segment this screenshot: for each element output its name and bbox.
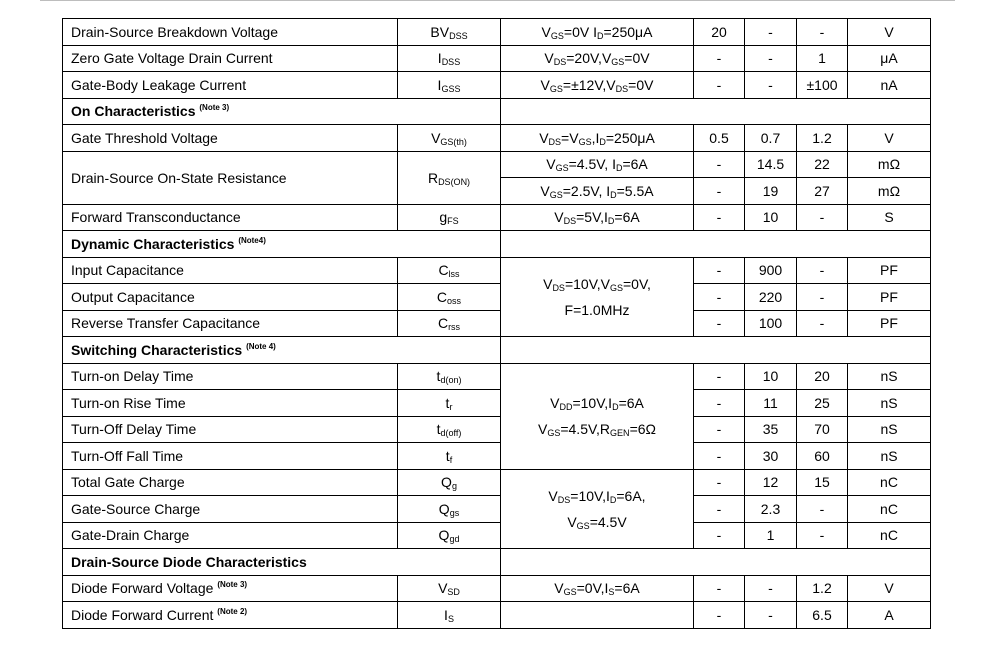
page-top-rule xyxy=(40,0,955,1)
max-value-cell: - xyxy=(797,19,848,46)
section-note: (Note 3) xyxy=(199,103,230,113)
min-value-cell: - xyxy=(694,602,745,629)
parameter-cell: Gate-Body Leakage Current xyxy=(63,72,398,99)
symbol-subscript: rss xyxy=(448,322,461,333)
min-value-cell: - xyxy=(694,416,745,443)
symbol-cell: $t_{d(off)}$ xyxy=(398,416,501,443)
min-value-cell: - xyxy=(694,390,745,417)
min-value-cell: - xyxy=(694,443,745,470)
table-row xyxy=(63,416,931,443)
section-title: Dynamic Characteristics $^{(Note4)}$ xyxy=(63,231,501,258)
symbol-cell: $Q_{gd}$ xyxy=(398,522,501,549)
symbol-subscript: DSS xyxy=(449,30,468,41)
condition-cell: $V_{GS}=0V,I_S=6A$ xyxy=(501,575,694,602)
min-value-cell: - xyxy=(694,284,745,311)
condition-cell: $V_{GS}=2.5V$, $I_D=5.5A$ xyxy=(501,178,694,205)
unit-cell: S xyxy=(848,204,931,231)
unit-cell: PF xyxy=(848,257,931,284)
max-value-cell: - xyxy=(797,522,848,549)
symbol-subscript: d(on) xyxy=(440,375,462,386)
max-value-cell: 60 xyxy=(797,443,848,470)
table-row xyxy=(63,284,931,311)
table-row xyxy=(63,575,931,602)
section-header-row xyxy=(63,231,931,258)
symbol-cell: $C_{oss}$ xyxy=(398,284,501,311)
section-title: Switching Characteristics $^{(Note 4)}$ xyxy=(63,337,501,364)
unit-cell: A xyxy=(848,602,931,629)
max-value-cell: 25 xyxy=(797,390,848,417)
section-header-blank xyxy=(501,549,931,576)
symbol-cell: $R_{DS(ON)}$ xyxy=(398,151,501,204)
condition-cell: $V_{GS}=0V$ $I_D=250\mu A$ xyxy=(501,19,694,46)
condition-cell: $V_{GS}=4.5V$, $I_D=6A$ xyxy=(501,151,694,178)
parameter-cell: Reverse Transfer Capacitance xyxy=(63,310,398,337)
typ-value-cell: 12 xyxy=(745,469,797,496)
parameter-cell: Gate-Drain Charge xyxy=(63,522,398,549)
table-row xyxy=(63,151,931,178)
symbol-cell: $I_{DSS}$ xyxy=(398,45,501,72)
min-value-cell: - xyxy=(694,257,745,284)
unit-cell: mΩ xyxy=(848,178,931,205)
max-value-cell: 27 xyxy=(797,178,848,205)
symbol-subscript: GS(th) xyxy=(440,136,467,147)
symbol-cell: $C_{lss}$ xyxy=(398,257,501,284)
min-value-cell: - xyxy=(694,45,745,72)
electrical-characteristics-table xyxy=(62,18,931,629)
table-row xyxy=(63,522,931,549)
condition-cell: $V_{DD}=10V,I_D=6A$ $V_{GS}=4.5V,R_{GEN}=6\Omega$ xyxy=(501,363,694,469)
typ-value-cell: - xyxy=(745,45,797,72)
condition-cell: $V_{DS}=10V,I_D=6A$, $V_{GS}=4.5V$ xyxy=(501,469,694,549)
typ-value-cell: 19 xyxy=(745,178,797,205)
unit-cell: nS xyxy=(848,443,931,470)
table-row xyxy=(63,257,931,284)
parameter-cell: Output Capacitance xyxy=(63,284,398,311)
parameter-cell: Zero Gate Voltage Drain Current xyxy=(63,45,398,72)
table-row xyxy=(63,390,931,417)
symbol-cell: $I_S$ xyxy=(398,602,501,629)
symbol-cell: $Q_g$ xyxy=(398,469,501,496)
parameter-cell: Drain-Source On-State Resistance xyxy=(63,151,398,204)
max-value-cell: ±100 xyxy=(797,72,848,99)
typ-value-cell: - xyxy=(745,575,797,602)
typ-value-cell: 14.5 xyxy=(745,151,797,178)
condition-cell: $V_{DS}=V_{GS},I_D=250\mu A$ xyxy=(501,125,694,152)
parameter-cell: Drain-Source Breakdown Voltage xyxy=(63,19,398,46)
unit-cell: PF xyxy=(848,310,931,337)
min-value-cell: - xyxy=(694,363,745,390)
condition-cell: $V_{DS}=10V,V_{GS}=0V$, F=1.0MHz xyxy=(501,257,694,337)
max-value-cell: 15 xyxy=(797,469,848,496)
unit-cell: nC xyxy=(848,522,931,549)
symbol-cell: $C_{rss}$ xyxy=(398,310,501,337)
section-header-blank xyxy=(501,337,931,364)
symbol-subscript: f xyxy=(449,454,453,465)
symbol-cell: $t_f$ xyxy=(398,443,501,470)
symbol-cell: $t_{d(on)}$ xyxy=(398,363,501,390)
section-header-blank xyxy=(501,98,931,125)
min-value-cell: - xyxy=(694,72,745,99)
min-value-cell: 20 xyxy=(694,19,745,46)
parameter-cell: Gate Threshold Voltage xyxy=(63,125,398,152)
condition-cell xyxy=(501,602,694,629)
unit-cell: mΩ xyxy=(848,151,931,178)
table-row xyxy=(63,204,931,231)
condition-cell: $V_{GS}=\pm 12V,V_{DS}=0V$ xyxy=(501,72,694,99)
section-title: Drain-Source Diode Characteristics xyxy=(63,549,501,576)
section-header-row xyxy=(63,337,931,364)
symbol-subscript: gs xyxy=(449,507,460,518)
max-value-cell: 1.2 xyxy=(797,575,848,602)
max-value-cell: - xyxy=(797,204,848,231)
typ-value-cell: 2.3 xyxy=(745,496,797,523)
max-value-cell: 70 xyxy=(797,416,848,443)
parameter-cell: Turn-Off Delay Time xyxy=(63,416,398,443)
table-row xyxy=(63,125,931,152)
table-row xyxy=(63,363,931,390)
parameter-cell: Turn-on Delay Time xyxy=(63,363,398,390)
max-value-cell: 20 xyxy=(797,363,848,390)
min-value-cell: 0.5 xyxy=(694,125,745,152)
symbol-cell: $Q_{gs}$ xyxy=(398,496,501,523)
typ-value-cell: 35 xyxy=(745,416,797,443)
unit-cell: nA xyxy=(848,72,931,99)
unit-cell: V xyxy=(848,575,931,602)
symbol-subscript: d(off) xyxy=(440,428,462,439)
min-value-cell: - xyxy=(694,469,745,496)
symbol-cell: $BV_{DSS}$ xyxy=(398,19,501,46)
symbol-subscript: oss xyxy=(447,295,462,306)
max-value-cell: 1.2 xyxy=(797,125,848,152)
typ-value-cell: 10 xyxy=(745,204,797,231)
condition-cell: $V_{DS}=5V,I_D=6A$ xyxy=(501,204,694,231)
typ-value-cell: 10 xyxy=(745,363,797,390)
max-value-cell: 1 xyxy=(797,45,848,72)
parameter-cell: Input Capacitance xyxy=(63,257,398,284)
parameter-note: (Note 2) xyxy=(217,606,248,616)
table-row xyxy=(63,443,931,470)
unit-cell: nC xyxy=(848,496,931,523)
symbol-cell: $V_{GS(th)}$ xyxy=(398,125,501,152)
symbol-subscript: gd xyxy=(449,534,460,545)
section-header-blank xyxy=(501,231,931,258)
table-row xyxy=(63,19,931,46)
parameter-cell: Turn-Off Fall Time xyxy=(63,443,398,470)
table-row xyxy=(63,602,931,629)
symbol-subscript: GSS xyxy=(441,83,461,94)
parameter-cell: Diode Forward Voltage $^{(Note 3)}$ xyxy=(63,575,398,602)
typ-value-cell: - xyxy=(745,19,797,46)
condition-cell: $V_{DS}=20V,V_{GS}=0V$ xyxy=(501,45,694,72)
min-value-cell: - xyxy=(694,204,745,231)
max-value-cell: - xyxy=(797,310,848,337)
symbol-subscript: DSS xyxy=(441,57,461,68)
unit-cell: nS xyxy=(848,416,931,443)
section-header-row xyxy=(63,98,931,125)
typ-value-cell: 30 xyxy=(745,443,797,470)
parameter-cell: Diode Forward Current $^{(Note 2)}$ xyxy=(63,602,398,629)
section-title: On Characteristics $^{(Note 3)}$ xyxy=(63,98,501,125)
unit-cell: PF xyxy=(848,284,931,311)
symbol-cell: $V_{SD}$ xyxy=(398,575,501,602)
symbol-cell: $I_{GSS}$ xyxy=(398,72,501,99)
symbol-subscript: DS(ON) xyxy=(438,176,471,187)
max-value-cell: - xyxy=(797,496,848,523)
typ-value-cell: - xyxy=(745,602,797,629)
typ-value-cell: 100 xyxy=(745,310,797,337)
section-note: (Note4) xyxy=(238,235,266,245)
section-note: (Note 4) xyxy=(246,341,276,351)
table-row xyxy=(63,45,931,72)
min-value-cell: - xyxy=(694,575,745,602)
typ-value-cell: 0.7 xyxy=(745,125,797,152)
typ-value-cell: 11 xyxy=(745,390,797,417)
symbol-subscript: g xyxy=(451,481,457,492)
max-value-cell: - xyxy=(797,284,848,311)
max-value-cell: 22 xyxy=(797,151,848,178)
typ-value-cell: 220 xyxy=(745,284,797,311)
typ-value-cell: - xyxy=(745,72,797,99)
unit-cell: V xyxy=(848,19,931,46)
table-row xyxy=(63,469,931,496)
max-value-cell: - xyxy=(797,257,848,284)
max-value-cell: 6.5 xyxy=(797,602,848,629)
unit-cell: nC xyxy=(848,469,931,496)
parameter-note: (Note 3) xyxy=(217,580,248,590)
min-value-cell: - xyxy=(694,310,745,337)
unit-cell: μA xyxy=(848,45,931,72)
table-row xyxy=(63,310,931,337)
symbol-subscript: FS xyxy=(447,216,459,227)
symbol-subscript: r xyxy=(449,401,453,412)
min-value-cell: - xyxy=(694,151,745,178)
min-value-cell: - xyxy=(694,522,745,549)
min-value-cell: - xyxy=(694,496,745,523)
symbol-subscript: S xyxy=(447,613,454,624)
typ-value-cell: 900 xyxy=(745,257,797,284)
parameter-cell: Forward Transconductance xyxy=(63,204,398,231)
symbol-subscript: lss xyxy=(448,269,460,280)
symbol-subscript: SD xyxy=(447,587,460,598)
parameter-cell: Turn-on Rise Time xyxy=(63,390,398,417)
unit-cell: V xyxy=(848,125,931,152)
typ-value-cell: 1 xyxy=(745,522,797,549)
parameter-cell: Total Gate Charge xyxy=(63,469,398,496)
unit-cell: nS xyxy=(848,363,931,390)
min-value-cell: - xyxy=(694,178,745,205)
section-header-row xyxy=(63,549,931,576)
table-row xyxy=(63,496,931,523)
table-row xyxy=(63,72,931,99)
symbol-cell: $g_{FS}$ xyxy=(398,204,501,231)
symbol-cell: $t_r$ xyxy=(398,390,501,417)
unit-cell: nS xyxy=(848,390,931,417)
parameter-cell: Gate-Source Charge xyxy=(63,496,398,523)
